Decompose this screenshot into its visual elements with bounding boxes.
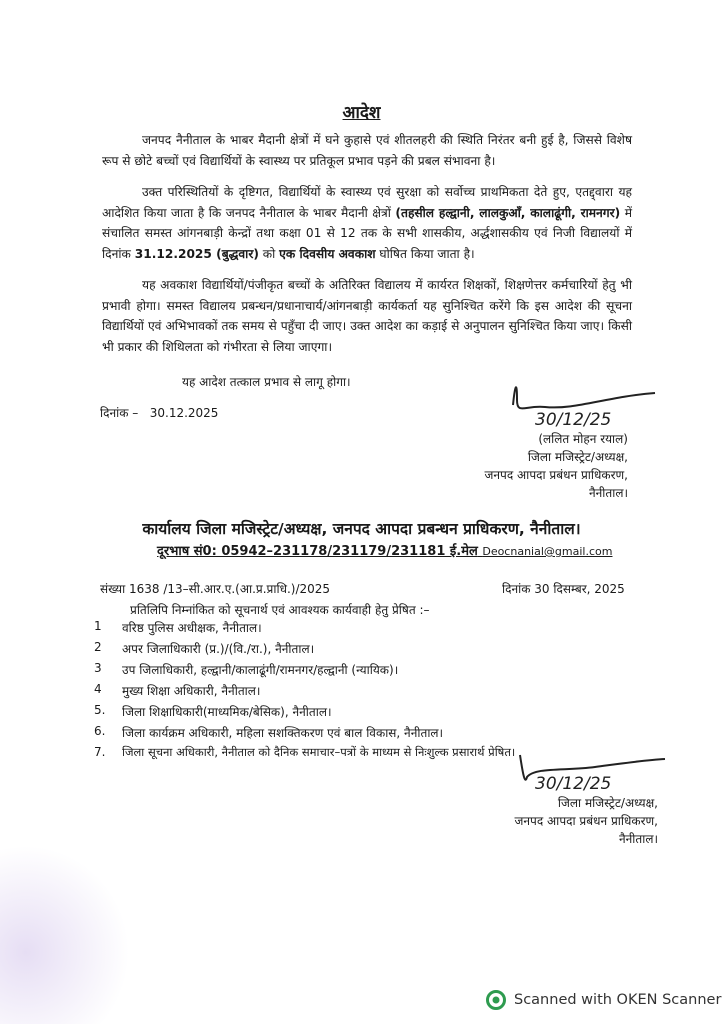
order-paragraph-2 xyxy=(102,182,632,264)
list-item-text: अपर जिलाधिकारी (प्र.)/(वि./रा.), नैनीताल। xyxy=(122,642,315,656)
list-item-number: 6. xyxy=(94,724,106,738)
office-phone: दूरभाष सं0: 05942–231178/231179/231181 ई.मेल xyxy=(157,544,478,559)
signatory-name: (ललित मोहन रयाल) xyxy=(538,432,628,446)
order-paragraph-3: यह अवकाश विद्यार्थियों/पंजीकृत बच्चों के अतिरिक्त विद्यालय में कार्यरत शिक्षकों, शिक्षणेत्तर कर्मचारियों हेतु भी प्रभावी होगा। समस्त विद्यालय प्रबन्धन/प्रधानाचार्य/आंगनबाड़ी कार्यकर्ता यह सुनिश्चित करेंगे कि इस आदेश की सूचना विद्यार्थियों एवं अभिभावकों तक समय से पहुँचा दी जाए। उक्त आदेश का कड़ाई से अनुपालन सुनिश्चित किया जाए। किसी भी प्रकार की शिथिलता को गंभीरता से लिया जाएगा। xyxy=(102,278,632,354)
office-heading: कार्यालय जिला मजिस्ट्रेट/अध्यक्ष, जनपद आपदा प्रबन्धन प्राधिकरण, नैनीताल। xyxy=(142,520,581,538)
signature-1 xyxy=(505,375,675,430)
signature-2-date: 30/12/25 xyxy=(535,774,612,794)
order-date-value: 30.12.2025 xyxy=(149,406,219,420)
para2-text-b: में संचालित समस्त आंगनबाड़ी केन्द्रों तथा कक्षा 01 से 12 तक के सभी शासकीय, अर्द्धशासकीय एवं निजी विद्यालयों में दिनांक xyxy=(102,205,632,261)
list-item-text: जिला सूचना अधिकारी, नैनीताल को दैनिक समाचार–पत्रों के माध्यम से निःशुल्क प्रसारार्थ प्रेषित। xyxy=(122,745,516,759)
oken-logo-icon xyxy=(486,990,506,1010)
list-item-text: जिला शिक्षाधिकारी(माध्यमिक/बेसिक), नैनीताल। xyxy=(122,705,332,719)
copy-number: संख्या 1638 /13–सी.आर.ए.(आ.प्र.प्राधि.)/2025 xyxy=(100,582,331,596)
list-item-number: 5. xyxy=(94,703,106,717)
list-item-number: 7. xyxy=(94,745,106,759)
scanner-watermark xyxy=(486,990,721,1010)
order-paragraph-1: जनपद नैनीताल के भाबर मैदानी क्षेत्रों में घने कुहासे एवं शीतलहरी की स्थिति निरंतर बनी हुई है, जिससे विशेष रूप से छोटे बच्चों एवं विद्यार्थियों के स्वास्थ्य पर प्रतिकूल प्रभाव पड़ने की प्रबल संभावना है। xyxy=(102,133,632,168)
para2-tehsil-list: (तहसील हल्द्वानी, लालकुआँ, कालाढूंगी, रामनगर) xyxy=(395,205,621,220)
order-date-label: दिनांक – xyxy=(100,406,139,420)
list-item-text: जिला कार्यक्रम अधिकारी, महिला सशक्तिकरण एवं बाल विकास, नैनीताल। xyxy=(122,726,444,740)
signatory-place: नैनीताल। xyxy=(618,832,658,846)
signature-1-date: 30/12/25 xyxy=(535,410,612,430)
copy-date: दिनांक 30 दिसम्बर, 2025 xyxy=(502,582,625,596)
signatory-title: जिला मजिस्ट्रेट/अध्यक्ष, xyxy=(527,450,628,464)
order-date xyxy=(100,404,218,421)
para2-text-c: को xyxy=(258,246,280,261)
list-item-number: 1 xyxy=(94,619,102,633)
signatory-block-1 xyxy=(484,430,628,502)
list-item-number: 3 xyxy=(94,661,102,675)
copy-intro: प्रतिलिपि निम्नांकित को सूचनार्थ एवं आवश्यक कार्यवाही हेतु प्रेषित :– xyxy=(130,603,430,617)
order-title: आदेश xyxy=(342,103,381,123)
para2-holiday-type: एक दिवसीय अवकाश xyxy=(279,246,376,261)
list-item-number: 2 xyxy=(94,640,102,654)
signatory-block-2 xyxy=(514,794,658,848)
list-item-number: 4 xyxy=(94,682,102,696)
list-item-text: उप जिलाधिकारी, हल्द्वानी/कालाढूंगी/रामनगर/हल्द्वानी (न्यायिक)। xyxy=(122,663,399,677)
scan-smudge xyxy=(0,845,130,1024)
office-contact xyxy=(157,541,612,559)
signatory-org: जनपद आपदा प्रबंधन प्राधिकरण, xyxy=(484,468,628,482)
order-paragraph-4: यह आदेश तत्काल प्रभाव से लागू होगा। xyxy=(182,375,351,389)
para2-text-a: उक्त परिस्थितियों के दृष्टिगत, विद्यार्थियों के स्वास्थ्य एवं सुरक्षा को सर्वोच्च प्राथमिकता देते हुए, एतद्द्वारा यह आदेशित किया जाता है कि जनपद नैनीताल के भाबर मैदानी क्षेत्रों xyxy=(102,185,632,220)
scanner-label: Scanned with OKEN Scanner xyxy=(514,992,722,1008)
list-item-text: मुख्य शिक्षा अधिकारी, नैनीताल। xyxy=(122,684,261,698)
para2-text-d: घोषित किया जाता है। xyxy=(375,246,475,261)
signatory-org: जनपद आपदा प्रबंधन प्राधिकरण, xyxy=(514,814,658,828)
para2-holiday-date: 31.12.2025 (बुद्धवार) xyxy=(134,246,259,261)
signatory-title: जिला मजिस्ट्रेट/अध्यक्ष, xyxy=(557,796,658,810)
signature-2 xyxy=(505,745,675,795)
signatory-place: नैनीताल। xyxy=(588,486,628,500)
list-item-text: वरिष्ठ पुलिस अधीक्षक, नैनीताल। xyxy=(122,621,262,635)
office-email: Deocnanial@gmail.com xyxy=(482,545,613,558)
